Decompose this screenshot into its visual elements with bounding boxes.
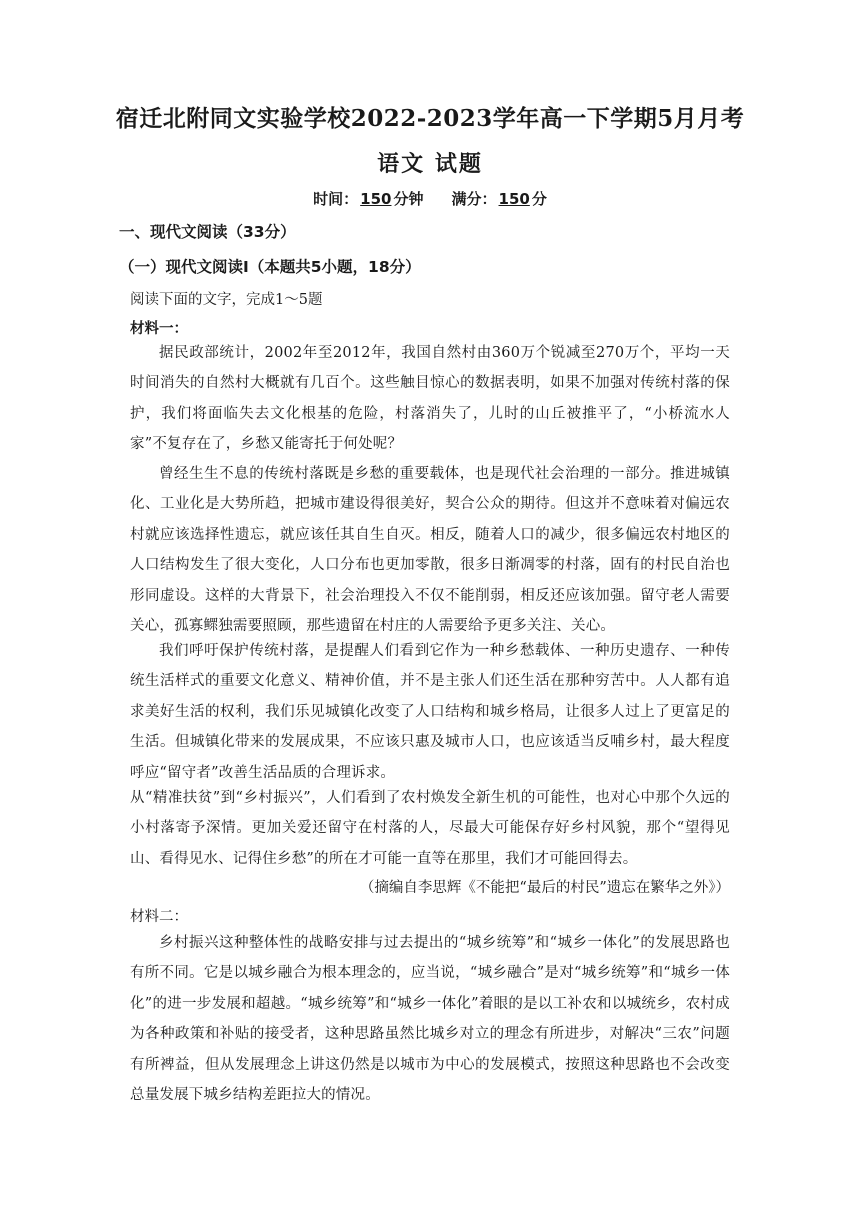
score-value: 150	[498, 190, 530, 208]
time-label: 时间：	[313, 190, 359, 208]
time-unit: 分钟	[393, 190, 424, 208]
material2-paragraph: 乡村振兴这种整体性的战略安排与过去提出的“城乡统筹”和“城乡一体化”的发展思路也有所不同。它是以城乡融合为根本理念的，应当说，“城乡融合”是对“城乡统筹”和“城乡一体化”的进一步发展和超越。“城乡统筹”和“城乡一体化”着眼的是以工补农和以城统乡，农村成为各种政策和补贴的接受者，这种思路虽然比城乡对立的理念有所进步，对解决“三农”问题有所裨益，但从发展理念上讲这仍然是以城市为中心的发展模式，按照这种思路也不会改变总量发展下城乡结构差距拉大的情况。	[130, 935, 730, 1104]
subsection-heading: （一）现代文阅读Ⅰ（本题共5小题，18分）	[119, 258, 421, 276]
score-label: 满分：	[451, 190, 497, 208]
material1-paragraph: 曾经生生不息的传统村落既是乡愁的重要载体，也是现代社会治理的一部分。推进城镇化、工业化是大势所趋，把城市建设得很美好，契合公众的期待。但这并不意味着对偏远农村就应该选择性遗忘，就应该任其自生自灭。相反，随着人口的减少，很多偏远农村地区的人口结构发生了很大变化，人口分布也更加零散，很多日渐凋零的村落，固有的村民自治也形同虚设。这样的大背景下，社会治理投入不仅不能削弱，相反还应该加强。留守老人需要关心，孤寡鳏独需要照顾，那些遗留在村庄的人需要给予更多关注、关心。	[130, 466, 730, 635]
material1-paragraph: 从“精准扶贫”到“乡村振兴”，人们看到了农村焕发全新生机的可能性，也对心中那个久远的小村落寄予深情。更加关爱还留守在村落的人，尽最大可能保存好乡村风貌，那个“望得见山、看得见水、记得住乡愁”的所在才可能一直等在那里，我们才可能回得去。	[130, 790, 730, 867]
material1-source: （摘编自李思辉《不能把“最后的村民”遗忘在繁华之外》）	[359, 880, 730, 896]
material2-label: 材料二：	[130, 909, 188, 925]
material1-paragraph: 据民政部统计，2002年至2012年，我国自然村由360万个锐减至270万个，平均一天时间消失的自然村大概就有几百个。这些触目惊心的数据表明，如果不加强对传统村落的保护，我们将面临失去文化根基的危险，村落消失了，儿时的山丘被推平了，“小桥流水人家”不复存在了，乡愁又能寄托于何处呢？	[130, 345, 730, 453]
section-heading: 一、现代文阅读（33分）	[119, 223, 296, 241]
score-unit: 分	[531, 190, 547, 208]
exam-meta	[0, 188, 860, 209]
time-value: 150	[360, 190, 392, 208]
exam-title: 宿迁北附同文实验学校2022-2023学年高一下学期5月月考	[115, 105, 745, 132]
exam-subtitle: 语文 试题	[377, 151, 483, 177]
material1-label: 材料一：	[130, 321, 188, 337]
material1-paragraph: 我们呼吁保护传统村落，是提醒人们看到它作为一种乡愁载体、一种历史遗存、一种传统生活样式的重要文化意义、精神价值，并不是主张人们还生活在那种穷苦中。人人都有追求美好生活的权利，我们乐见城镇化改变了人口结构和城乡格局，让很多人过上了更富足的生活。但城镇化带来的发展成果，不应该只惠及城市人口，也应该适当反哺乡村，最大程度呼应“留守者”改善生活品质的合理诉求。	[130, 643, 730, 781]
instruction: 阅读下面的文字，完成1～5题	[130, 292, 323, 308]
